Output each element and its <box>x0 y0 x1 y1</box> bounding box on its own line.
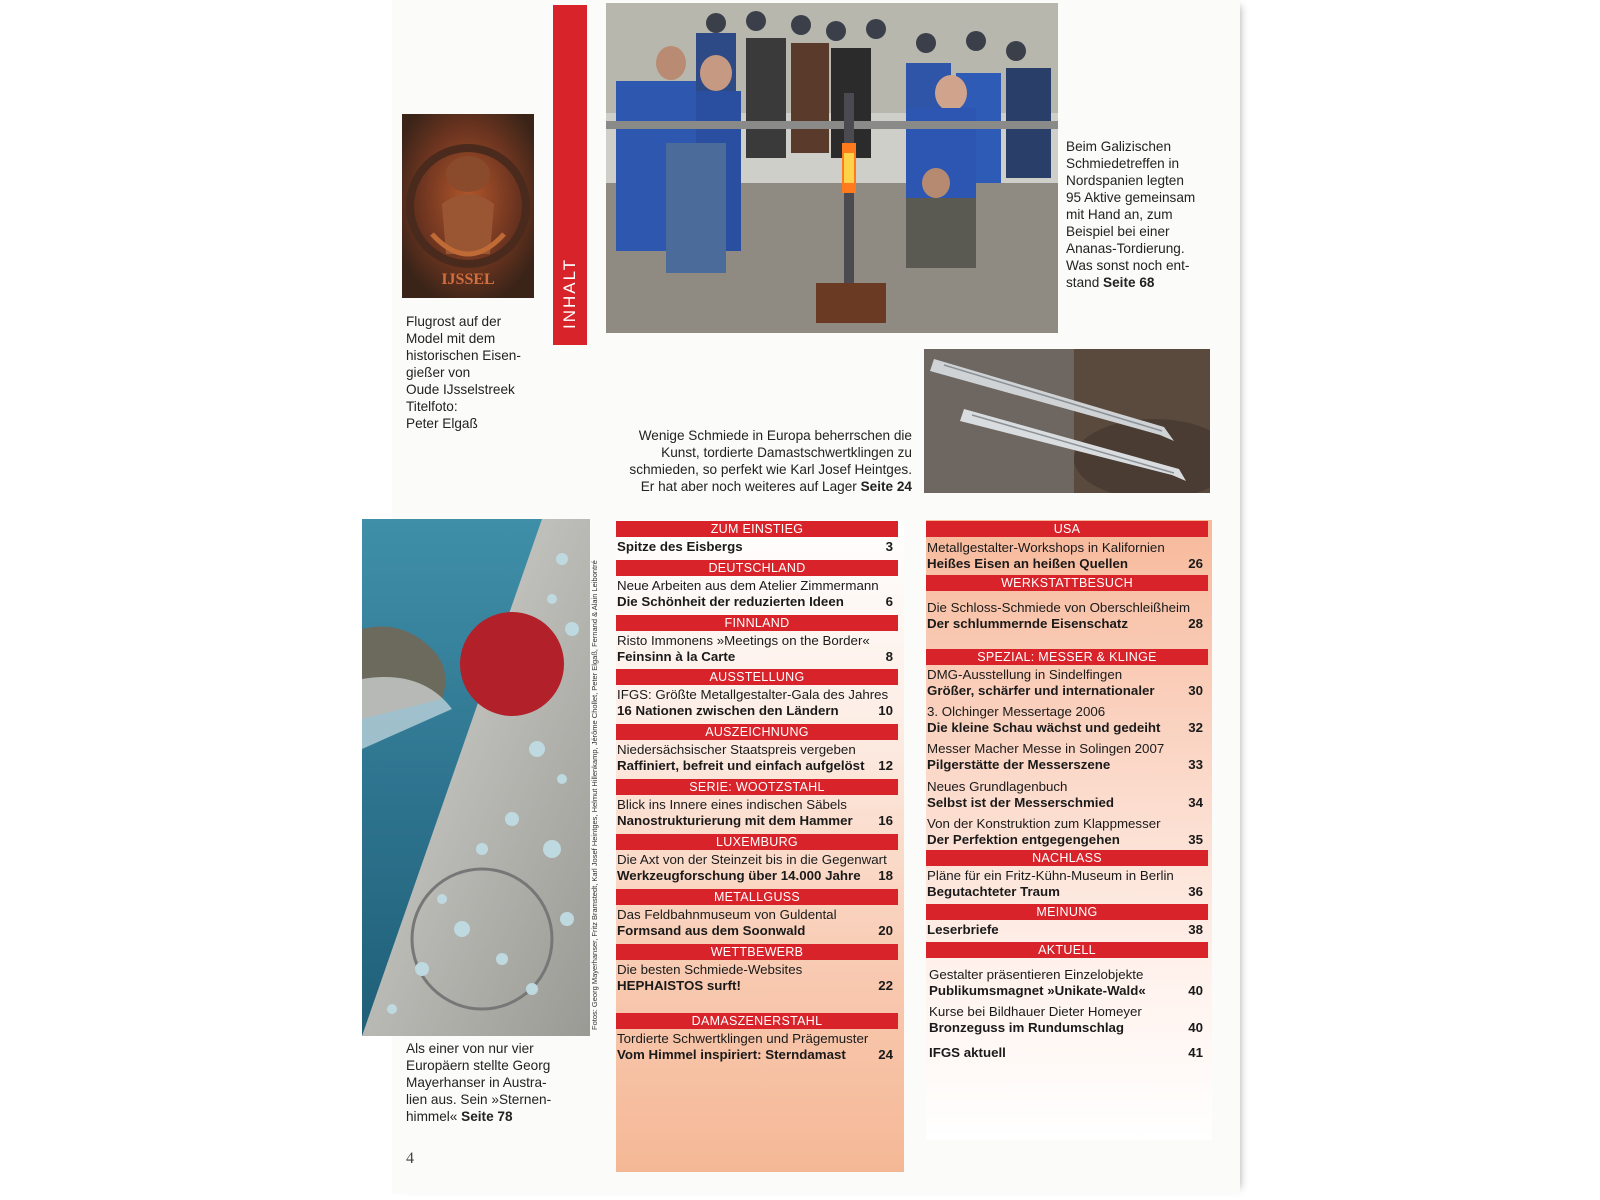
toc-section-header: LUXEMBURG <box>616 834 898 850</box>
toc-entry[interactable]: Blick ins Innere eines indischen Säbels Nanostrukturierung mit dem Hammer 16 <box>617 797 893 828</box>
toc-entry[interactable]: Spitze des Eisbergs 3 <box>617 539 893 554</box>
toc-entry[interactable]: Die Axt von der Steinzeit bis in die Gegenwart Werkzeugforschung über 14.000 Jahre 18 <box>617 852 893 883</box>
toc-section-header: WERKSTATTBESUCH <box>926 575 1208 591</box>
caption-swords: Wenige Schmiede in Europa beherrschen die Kunst, tordierte Damastschwertklingen zu schmieden, so perfekt wie Karl Josef Heintges. Er hat aber noch weiteres auf Lager Seite 24 <box>629 428 912 494</box>
galician-forging-photo <box>606 3 1058 333</box>
sea-sculpture-photo <box>362 519 590 1036</box>
toc-entry[interactable]: Neue Arbeiten aus dem Atelier Zimmermann Die Schönheit der reduzierten Ideen 6 <box>617 578 893 609</box>
galicia-page-ref[interactable]: Seite 68 <box>1103 275 1155 290</box>
contents-sidebar-bar <box>553 5 587 345</box>
toc-section-header: DAMASZENERSTAHL <box>616 1013 898 1029</box>
toc-section-header: MEINUNG <box>926 904 1208 920</box>
toc-entry[interactable]: Neues Grundlagenbuch Selbst ist der Messerschmied 34 <box>927 779 1203 810</box>
toc-entry[interactable]: Kurse bei Bildhauer Dieter Homeyer Bronzeguss im Rundumschlag 40 <box>929 1004 1203 1035</box>
toc-section-header: USA <box>926 521 1208 537</box>
toc-entry[interactable]: Von der Konstruktion zum Klappmesser Der Perfektion entgegengehen 35 <box>927 816 1203 847</box>
toc-entry[interactable]: Pläne für ein Fritz-Kühn-Museum in Berlin Begutachteter Traum 36 <box>927 868 1203 899</box>
caption-cast-iron: Flugrost auf der Model mit dem historischen Eisen- gießer von Oude IJsselstreek Titelfoto: Peter Elgaß <box>406 314 521 431</box>
toc-entry[interactable]: Metallgestalter-Workshops in Kalifornien Heißes Eisen an heißen Quellen 26 <box>927 540 1203 571</box>
australia-page-ref[interactable]: Seite 78 <box>461 1109 513 1124</box>
toc-section-header: METALLGUSS <box>616 889 898 905</box>
toc-entry[interactable]: Leserbriefe 38 <box>927 922 1203 937</box>
caption-galicia: Beim Galizischen Schmiedetreffen in Nordspanien legten 95 Aktive gemeinsam mit Hand an, zum Beispiel bei einer Ananas-Tordierung. Was sonst noch ent- stand Seite 68 <box>1066 139 1196 290</box>
toc-section-header: ZUM EINSTIEG <box>616 521 898 537</box>
damascus-swords-photo <box>924 349 1210 493</box>
toc-entry[interactable]: 3. Olchinger Messertage 2006 Die kleine Schau wächst und gedeiht 32 <box>927 704 1203 735</box>
toc-section-header: DEUTSCHLAND <box>616 560 898 576</box>
toc-entry[interactable]: Risto Immonens »Meetings on the Border« Feinsinn à la Carte 8 <box>617 633 893 664</box>
toc-entry[interactable]: IFGS aktuell 41 <box>929 1045 1203 1060</box>
page-number: 4 <box>406 1150 414 1167</box>
toc-entry[interactable]: Niedersächsischer Staatspreis vergeben Raffiniert, befreit und einfach aufgelöst 12 <box>617 742 893 773</box>
toc-section-header: AUSSTELLUNG <box>616 669 898 685</box>
toc-entry[interactable]: Die besten Schmiede-Websites HEPHAISTOS surft! 22 <box>617 962 893 993</box>
swords-page-ref[interactable]: Seite 24 <box>860 479 912 494</box>
toc-section-header: FINNLAND <box>616 615 898 631</box>
toc-section-header: SPEZIAL: MESSER & KLINGE <box>926 649 1208 665</box>
toc-entry[interactable]: IFGS: Größte Metallgestalter-Gala des Jahres 16 Nationen zwischen den Ländern 10 <box>617 687 893 718</box>
toc-entry[interactable]: Die Schloss-Schmiede von Oberschleißheim Der schlummernde Eisenschatz 28 <box>927 600 1203 631</box>
photo-credits: Fotos: Georg Mayerhanser, Fritz Bramstedt, Karl Josef Heintges, Helmut Hillenkamp, Jérôme Chollet, Peter Elgaß, Fernand & Alain Leibontré <box>590 560 599 1030</box>
toc-entry[interactable]: Das Feldbahnmuseum von Guldental Formsand aus dem Soonwald 20 <box>617 907 893 938</box>
contents-label: INHALT <box>560 257 579 329</box>
toc-section-header: AUSZEICHNUNG <box>616 724 898 740</box>
toc-entry[interactable]: Messer Macher Messe in Solingen 2007 Pilgerstätte der Messerszene 33 <box>927 741 1203 772</box>
cast-iron-relief-photo <box>402 114 534 298</box>
toc-section-header: SERIE: WOOTZSTAHL <box>616 779 898 795</box>
toc-entry[interactable]: DMG-Ausstellung in Sindelfingen Größer, schärfer und internationaler 30 <box>927 667 1203 698</box>
toc-entry[interactable]: Tordierte Schwertklingen und Prägemuster Vom Himmel inspiriert: Sterndamast 24 <box>617 1031 893 1062</box>
caption-australia: Als einer von nur vier Europäern stellte Georg Mayerhanser in Austra- lien aus. Sein »Sternen- himmel« Seite 78 <box>406 1041 552 1124</box>
toc-entry[interactable]: Gestalter präsentieren Einzelobjekte Publikumsmagnet »Unikate-Wald« 40 <box>929 967 1203 998</box>
toc-section-header: WETTBEWERB <box>616 944 898 960</box>
toc-section-header: NACHLASS <box>926 850 1208 866</box>
svg-text:IJSSEL: IJSSEL <box>441 271 495 288</box>
toc-section-header: AKTUELL <box>926 942 1208 958</box>
